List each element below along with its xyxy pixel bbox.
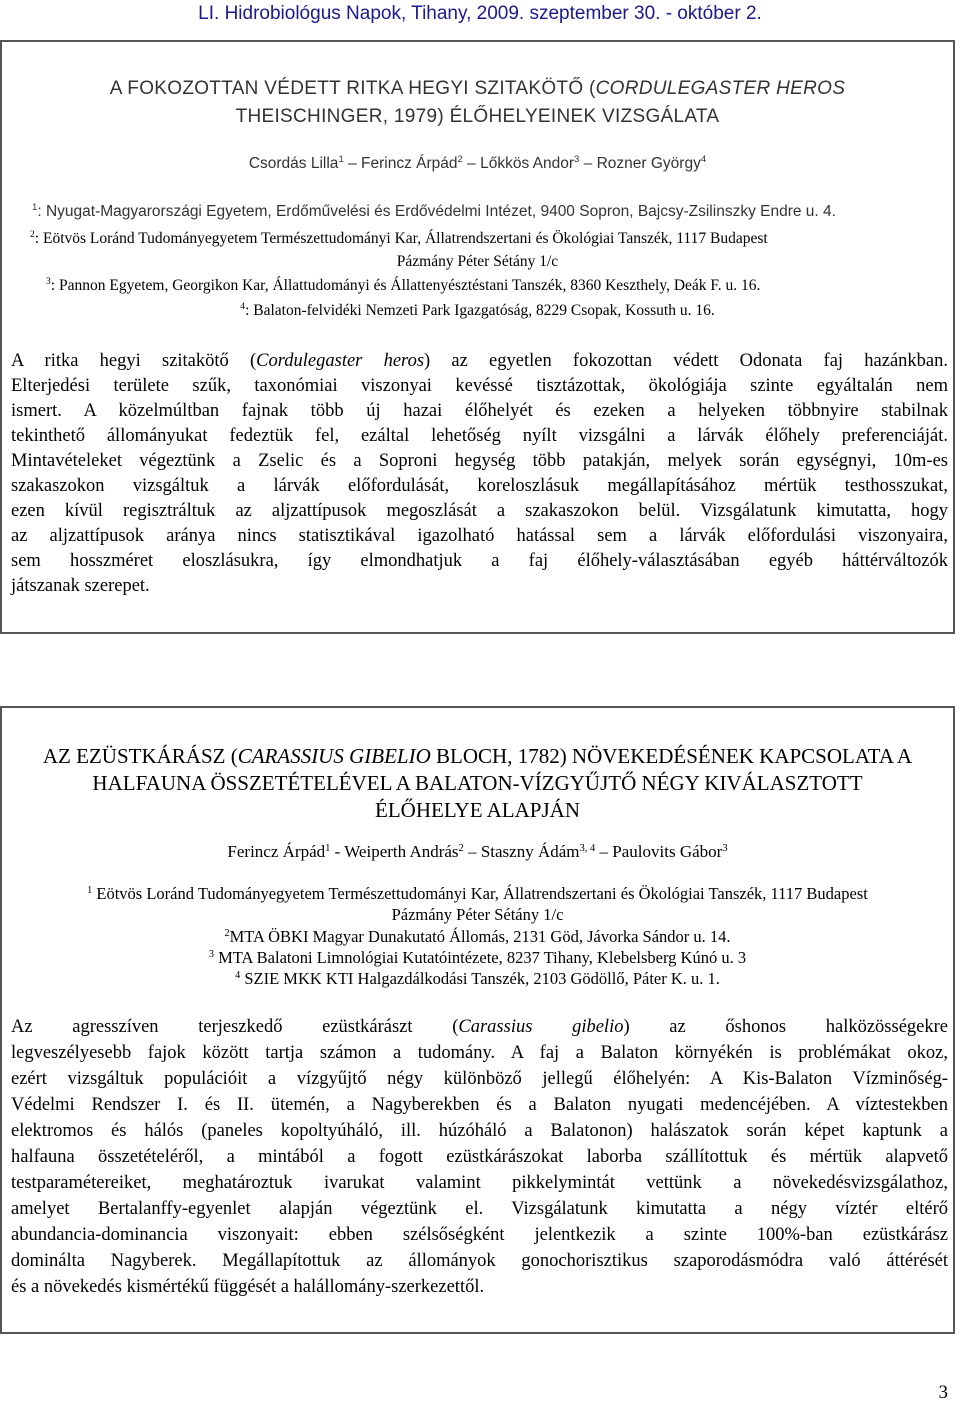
abstract-box-2 xyxy=(0,706,955,1334)
body-line: ezért vizsgáltuk populációit a vízgyűjtő négy különböző jellegű élőhelyén: A Kis-Balaton Vízminőség- xyxy=(11,1069,948,1089)
body-line: tekinthető állományukat fedeztük fel, ezáltal lehetőség nyílt vizsgálni a lárvák élőhely preferenciáját. xyxy=(11,426,948,446)
body-line: legveszélyesebb fajok között tartja számon a tudomány. A faj a Balaton környékén is problémákat okoz, xyxy=(11,1043,948,1063)
paper1-title-line2: THEISCHINGER, 1979) ÉLŐHELYEINEK VIZSGÁLATA xyxy=(235,106,720,127)
paper2-affiliation-2: $^2$MTA ÖBKI Magyar Dunakutató Állomás, 2131 Göd, Jávorka Sándor u. 14. xyxy=(224,927,731,946)
body-line: Elterjedési területe szűk, taxonómiai viszonyai kevéssé tisztázottak, ökológiája szinte egyáltalán nem xyxy=(11,376,948,396)
body-line: amelyet Bertalanffy-egyenlet alapján végeztünk el. Vizsgálatunk kimutatta a négy víztér eltérő xyxy=(11,1199,948,1219)
body-line: és a növekedés kismértékű függését a halállomány-szerkezettől. xyxy=(11,1277,485,1297)
title-species-italic: CARASSIUS GIBELIO xyxy=(237,744,431,768)
running-header: LI. Hidrobiológus Napok, Tihany, 2009. szeptember 30. - október 2. xyxy=(198,3,762,24)
paper2-authors: Ferincz Árpád$^1$ - Weiperth András$^2$ – Staszny Ádám$^{3, 4}$ – Paulovits Gábor$^3$ xyxy=(227,842,728,861)
author: Staszny Ádám$^{3, 4}$ xyxy=(480,842,596,861)
body-line: ezen kívül regisztráltuk az aljzattípusok megoszlását a szakaszokon belül. Vizsgálatunk kimutatta, hogy xyxy=(11,501,948,521)
body-line: Mintavételeket végeztünk a Zselic és a Soproni hegység több patakján, melyek során egységnyi, 10m-es xyxy=(11,451,948,471)
paper2-affiliation-3: $^3$ MTA Balatoni Limnológiai Kutatóintézete, 8237 Tihany, Klebelsberg Kúnó u. 3 xyxy=(208,948,747,967)
paper2-affiliation-1b: Pázmány Péter Sétány 1/c xyxy=(391,905,564,924)
author: Lőkkös Andor$^3$ xyxy=(480,154,580,172)
paper2-affiliation-1: $^1$ Eötvös Loránd Tudományegyetem Természettudományi Kar, Állatrendszertani és Ökológiai Tanszék, 1117 Budapest xyxy=(87,884,868,903)
body-line: dominálta Nagyberek. Megállapítottuk az állományok gonochorisztikus szaporodásmódra való áttérését xyxy=(11,1251,948,1271)
body-line: sem hosszméret eloszlásukra, így elmondhatjuk a faj élőhely-választásában egyéb háttérváltozók xyxy=(11,551,948,571)
author: Csordás Lilla$^1$ xyxy=(248,154,344,172)
paper1-affiliation-1: $^1$: Nyugat-Magyarországi Egyetem, Erdőművelési és Erdővédelmi Intézet, 9400 Sopron, Bajcsy-Zsilinszky Endre u. 4. xyxy=(32,202,836,220)
author: Ferincz Árpád$^1$ xyxy=(227,842,331,861)
author: Ferincz Árpád$^2$ xyxy=(361,154,463,172)
author: Rozner György$^4$ xyxy=(596,154,707,172)
author: Weiperth András$^2$ xyxy=(344,842,464,861)
body-line: játszanak szerepet. xyxy=(11,576,150,596)
paper2-affiliation-4: $^4$ SZIE MKK KTI Halgazdálkodási Tanszék, 2103 Gödöllő, Páter K. u. 1. xyxy=(235,969,720,988)
body-line: A ritka hegyi szitakötő (Cordulegaster heros) az egyetlen fokozottan védett Odonata faj hazánkban. xyxy=(11,351,948,371)
paper1-abstract-body xyxy=(11,349,948,599)
title-text: A FOKOZOTTAN VÉDETT RITKA HEGYI SZITAKÖTŐ ( xyxy=(109,78,596,99)
paper1-title-line1 xyxy=(2,78,953,100)
body-line: szakaszokon vizsgáltuk a lárvák előfordulását, koreloszlásuk megállapításához mértük testhosszukat, xyxy=(11,476,948,496)
body-line: halfauna összetételéről, a mintából a fogott ezüstkárászokat laborba szállítottuk és mértük alapvető xyxy=(11,1147,948,1167)
paper2-title-line3: ÉLŐHELYE ALAPJÁN xyxy=(375,798,580,822)
body-line: abundancia-dominancia viszonyait: ebben szélsőségként jelentkezik a szinte 100%-ban ezüstkárász xyxy=(11,1225,948,1245)
body-line: ismert. A közelmúltban fajnak több új hazai élőhelyét és ezeken a helyeken többnyire stabilnak xyxy=(11,401,948,421)
page-number: 3 xyxy=(938,1382,948,1403)
body-line: elektromos és hálós (paneles kopoltyúháló, ill. húzóháló a Balatonon) halászatok során képet kaptunk a xyxy=(11,1121,948,1141)
body-line: az aljzattípusok aránya nincs statisztikával igazolható hatással sem a lárvák előfordulási viszonyaira, xyxy=(11,526,948,546)
paper1-affiliation-3: $^3$: Pannon Egyetem, Georgikon Kar, Állattudományi és Állattenyésztéstani Tanszék, 8360 Keszthely, Deák F. u. 16. xyxy=(46,276,761,294)
paper1-affiliation-2: $^2$: Eötvös Loránd Tudományegyetem Természettudományi Kar, Állatrendszertani és Ökológiai Tanszék, 1117 Budapest xyxy=(30,229,768,247)
body-line: Védelmi Rendszer I. és II. ütemén, a Nagyberekben és a Balaton nyugati medencéjében. A víztestekben xyxy=(11,1095,948,1115)
paper2-title-line2: HALFAUNA ÖSSZETÉTELÉVEL A BALATON-VÍZGYŰJTŐ NÉGY KIVÁLASZTOTT xyxy=(92,771,863,795)
paper1-authors: Csordás Lilla$^1$ – Ferincz Árpád$^2$ – Lőkkös Andor$^3$ – Rozner György$^4$ xyxy=(248,154,707,172)
abstract-box-1 xyxy=(0,40,955,634)
paper1-affiliation-2b: Pázmány Péter Sétány 1/c xyxy=(396,253,559,270)
body-line: testparamétereiket, meghatároztuk ivarukat valamint pikkelymintát vettünk a növekedésvizsgálathoz, xyxy=(11,1173,948,1193)
body-line: Az agresszíven terjeszkedő ezüstkárászt (Carassius gibelio) az őshonos halközösségekre xyxy=(11,1017,948,1037)
paper2-title-line1: AZ EZÜSTKÁRÁSZ (CARASSIUS GIBELIO BLOCH, 1782) NÖVEKEDÉSÉNEK KAPCSOLATA A xyxy=(42,744,913,768)
title-species-italic: CORDULEGASTER HEROS xyxy=(595,78,846,99)
paper1-affiliation-4: $^4$: Balaton-felvidéki Nemzeti Park Igazgatóság, 8229 Csopak, Kossuth u. 16. xyxy=(240,301,715,319)
paper2-abstract-body xyxy=(11,1014,948,1300)
author: Paulovits Gábor$^3$ xyxy=(612,842,728,861)
